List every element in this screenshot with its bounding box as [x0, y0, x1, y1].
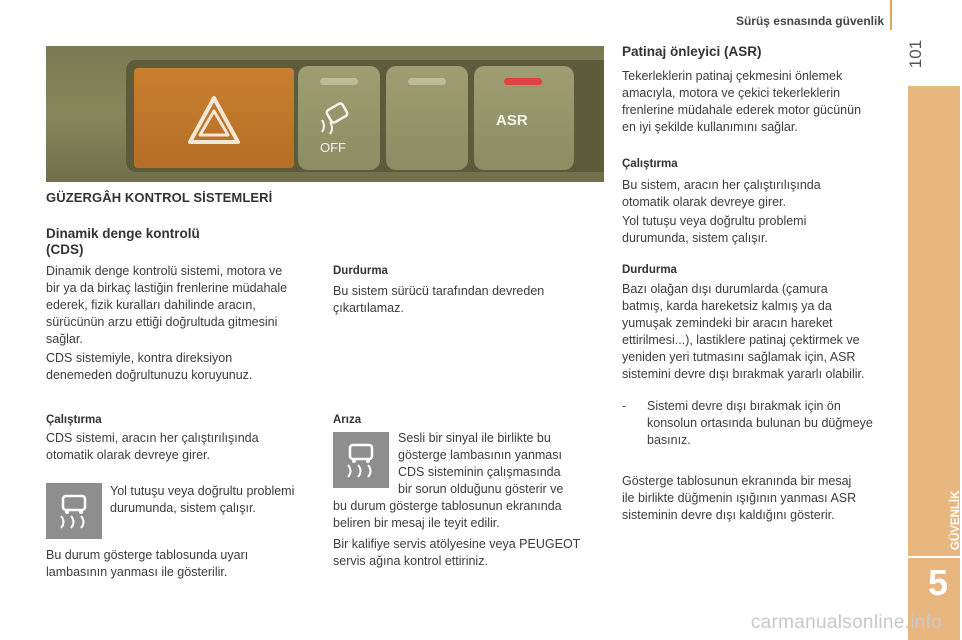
asr-label: ASR — [496, 112, 528, 129]
cds-fault-lamp — [333, 432, 389, 488]
text-line: durumunda, sistem çalışır. — [110, 501, 256, 515]
text-line: Bu sistem, aracın her çalıştırılışında — [622, 178, 821, 192]
text-line: Yol tutuşu veya doğrultu problemi — [622, 214, 807, 228]
asr-deactivation-title: Durdurma — [622, 264, 677, 276]
asr-deactivation — [622, 281, 864, 383]
text-line: sürücünün arzu ettiği doğrultuda gitmesini — [46, 315, 278, 329]
text-line: bir sorun olduğunu gösterir ve — [398, 482, 564, 496]
asr-footer — [622, 473, 856, 524]
text-line: beliren bir mesaj ile teyit edilir. — [333, 516, 500, 530]
text-line: sisteminin devre dışı kaldığını gösterir. — [622, 508, 835, 522]
text-line: Dinamik denge kontrolü sistemi, motora ve — [46, 264, 283, 278]
section-title: GÜZERGÂH KONTROL SİSTEMLERİ — [46, 190, 273, 205]
text-line: Bu sistem sürücü tarafından devreden — [333, 284, 545, 298]
text-line: CDS sistemi, aracın her çalıştırılışında — [46, 431, 259, 445]
chapter-number: 5 — [927, 562, 948, 603]
asr-led — [504, 78, 542, 85]
cds-warning-lamp — [46, 483, 102, 539]
text-line: bir ya da birkaç lastiğin frenlerine müdahale — [46, 281, 288, 295]
cds-title-line: (CDS) — [46, 242, 84, 257]
blank-button — [386, 66, 468, 170]
text-line: otomatik olarak devreye girer. — [46, 448, 210, 462]
hazard-triangle-icon — [134, 68, 294, 168]
text-line: Bu durum gösterge tablosunda uyarı — [46, 548, 249, 562]
cds-deactivation — [333, 283, 544, 317]
text-line: Bir kalifiye servis atölyesine veya PEUGEOT — [333, 537, 581, 551]
text-line: Sesli bir sinyal ile birlikte bu — [398, 431, 551, 445]
watermark: carmanualsonline.info — [750, 612, 942, 633]
text-line: Tekerleklerin patinaj çekmesini önlemek — [622, 69, 843, 83]
cds-title-line: Dinamik denge kontrolü — [46, 226, 200, 241]
text-line: yumuşak zemindeki bir aracın hareket — [622, 316, 833, 330]
running-header: Sürüş esnasında güvenlik — [735, 14, 884, 28]
text-line: çıkartılamaz. — [333, 301, 404, 315]
text-line: CDS sisteminin çalışmasında — [398, 465, 561, 479]
text-line: lambasının yanması ile gösterilir. — [46, 565, 228, 579]
text-line: denemeden doğrultunuzu koruyunuz. — [46, 368, 253, 382]
page-number: 101 — [905, 39, 925, 69]
asr-activation-title: Çalıştırma — [622, 158, 678, 170]
esp-off-label: OFF — [320, 140, 346, 155]
text-line: ederek, fizik kuralları dahilinde aracın, — [46, 298, 256, 312]
text-line: amacıyla, motora ve çekici tekerleklerin — [622, 86, 841, 100]
cds-activation-title: Çalıştırma — [46, 414, 102, 426]
cds-title — [46, 226, 200, 258]
text-line: konsolun ortasında bulunan bu düğmeye — [647, 416, 873, 430]
text-line: sistemini devre dışı bırakmak yararlı olabilir. — [622, 367, 865, 381]
asr-intro — [622, 68, 861, 136]
chapter-divider — [908, 556, 960, 558]
chapter-label: GÜVENLİK — [950, 490, 962, 550]
text-line: Yol tutuşu veya doğrultu problemi — [110, 484, 295, 498]
skid-car-icon — [316, 102, 360, 138]
text-line: en iyi şekilde kullanımını sağlar. — [622, 120, 798, 134]
cds-icon-text — [110, 483, 294, 517]
cds-activation — [46, 430, 259, 464]
text-line: Bazı olağan dışı durumlarda (çamura — [622, 282, 828, 296]
text-line: Gösterge tablosunun ekranında bir mesaj — [622, 474, 852, 488]
text-line: ile birlikte düğmenin ışığının yanması ASR — [622, 491, 857, 505]
text-line: frenlerine müdahale ederek motor gücünün — [622, 103, 862, 117]
asr-bullet — [647, 398, 873, 449]
esp-off-button — [298, 66, 380, 170]
text-line: Sistemi devre dışı bırakmak için ön — [647, 399, 841, 413]
text-line: servis ağına kontrol ettiriniz. — [333, 554, 488, 568]
asr-activation — [622, 177, 821, 211]
asr-button — [474, 66, 574, 170]
bullet-dash: - — [622, 399, 627, 413]
text-line: CDS sistemiyle, kontra direksiyon — [46, 351, 233, 365]
skid-car-icon — [53, 490, 95, 532]
text-line: batmış, karda hareketsiz kalmış ya da — [622, 299, 832, 313]
esp-led — [320, 78, 358, 85]
cds-fault-service — [333, 536, 580, 570]
cds-deactivation-title: Durdurma — [333, 265, 388, 277]
header-divider — [890, 0, 892, 30]
text-line: bu durum gösterge tablosunun ekranında — [333, 499, 562, 513]
asr-activation-2 — [622, 213, 806, 247]
cds-fault-title: Arıza — [333, 414, 362, 426]
cds-fault-icon-text — [398, 430, 563, 498]
text-line: durumunda, sistem çalışır. — [622, 231, 768, 245]
console-buttons-photo — [46, 46, 604, 182]
skid-car-icon — [340, 439, 382, 481]
asr-title: Patinaj önleyici (ASR) — [622, 44, 762, 59]
hazard-button — [134, 68, 294, 168]
cds-fault-continued — [333, 498, 562, 532]
text-line: gösterge lambasının yanması — [398, 448, 562, 462]
cds-intro — [46, 263, 287, 348]
text-line: sağlar. — [46, 332, 83, 346]
text-line: yeniden yeri tutmasını sağlamak için, ASR — [622, 350, 856, 364]
text-line: basınız. — [647, 433, 691, 447]
cds-intro-2 — [46, 350, 252, 384]
cds-activation-footer — [46, 547, 248, 581]
text-line: ettirilmesi...), lastiklere patinaj çektirmek ve — [622, 333, 860, 347]
text-line: otomatik olarak devreye girer. — [622, 195, 786, 209]
blank-led — [408, 78, 446, 85]
